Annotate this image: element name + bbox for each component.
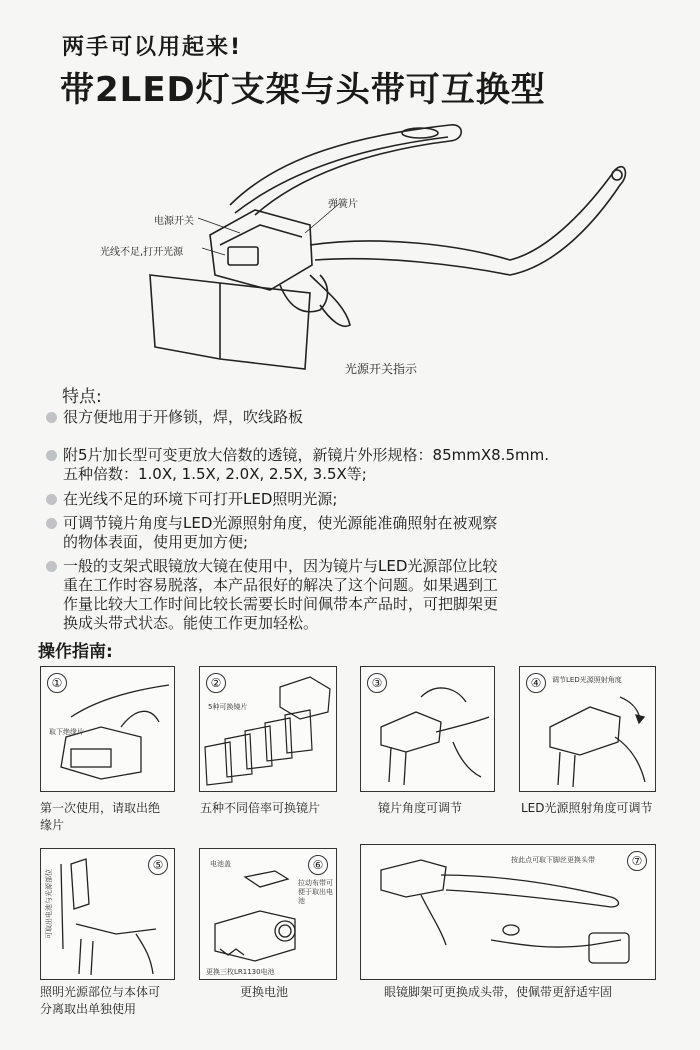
step-2-label: 5种可换镜片 [208,703,248,711]
step-7-label: 按此点可取下脚丝更换头带 [511,856,595,864]
label-light-indicator: 光源开关指示 [345,362,418,376]
step-caption-6: 更换电池 [240,985,289,999]
guide-heading: 操作指南: [38,642,113,662]
step-caption-2: 五种不同倍率可换镜片 [200,801,321,815]
step-number-2: ② [206,673,226,693]
step-caption-1: 第一次使用，请取出绝 缘片 [40,801,161,832]
hero-illustration [80,115,640,375]
step-number-7: ⑦ [627,851,647,871]
label-spring: 弹簧片 [328,199,358,210]
bullet-icon [46,561,57,572]
features-heading: 特点: [62,387,102,407]
subtitle-heading: 两手可以用起来! [62,35,243,60]
step-caption-4: LED光源照射角度可调节 [521,801,653,815]
step-4-label: 调节LED光源照射角度 [552,676,622,684]
step-number-1: ① [47,673,67,693]
step-caption-3: 镜片角度可调节 [378,801,463,815]
bullet-icon [46,518,57,529]
step-panel-4 [519,666,656,792]
step-1-label: 取下绝缘片 [49,728,84,736]
feature-item: 在光线不足的环境下可打开LED照明光源; [46,490,666,509]
step-6-label-pull: 拉动布带可便于取出电池 [298,879,333,905]
step-panel-6 [199,848,337,980]
step-number-3: ③ [367,673,387,693]
step-panel-2 [199,666,337,792]
bullet-icon [46,494,57,505]
feature-item: 一般的支架式眼镜放大镜在使用中，因为镜片与LED光源部位比较 重在工作时容易脱落，本产品很好的解决了这个问题。如果遇到工 作量比较大工作时间比较长需要长时间佩带本产品时，可把脚架更 换成头带式状态。能使工作更加轻松。 [46,557,666,633]
step-panel-7 [360,844,656,980]
page-title: 带2LED灯支架与头带可互换型 [60,70,546,110]
feature-item: 可调节镜片角度与LED光源照射角度，使光源能准确照射在被观察 的物体表面，使用更加方便; [46,514,666,552]
step-number-6: ⑥ [308,855,328,875]
step-number-5: ⑤ [148,855,168,875]
step-5-label: 可取出电池与光源部位 [45,869,53,939]
feature-item: 附5片加长型可变更放大倍数的透镜，新镜片外形规格：85mmX8.5mm. 五种倍数：1.0X, 1.5X, 2.0X, 2.5X, 3.5X等; [46,446,666,484]
feature-item: 很方便地用于开修锁，焊，吹线路板 [46,408,666,427]
step-7-drawing [361,845,655,979]
bullet-icon [46,450,57,461]
step-panel-5 [40,848,175,980]
step-6-label-battery: 更换三枚LR1130电池 [206,968,275,976]
step-caption-7: 眼镜脚架可更换成头带，使佩带更舒适牢固 [384,985,613,999]
label-light-on: 光线不足,打开光源 [100,247,184,258]
bullet-icon [46,412,57,423]
label-power-switch: 电源开关 [154,216,194,227]
step-6-label-cover: 电池盖 [210,860,231,868]
step-caption-5: 照明光源部位与本体可 分离取出单独使用 [40,985,161,1016]
step-number-4: ④ [526,673,546,693]
step-panel-3 [360,666,495,792]
step-panel-1 [40,666,175,792]
